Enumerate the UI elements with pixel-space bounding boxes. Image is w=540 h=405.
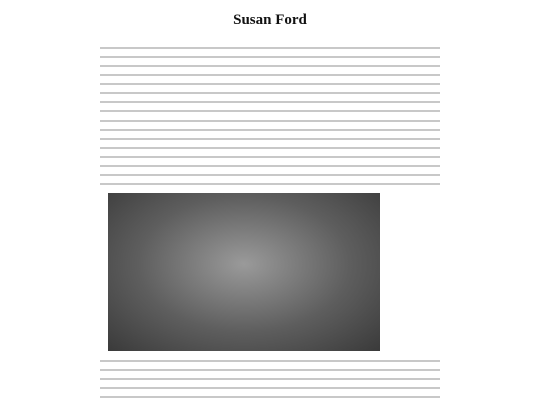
body-paragraph-1 xyxy=(100,47,440,113)
portrait-photo xyxy=(108,193,380,351)
page-title: Susan Ford xyxy=(233,12,307,28)
body-paragraph-3 xyxy=(100,360,440,405)
body-paragraph-2 xyxy=(100,120,440,188)
